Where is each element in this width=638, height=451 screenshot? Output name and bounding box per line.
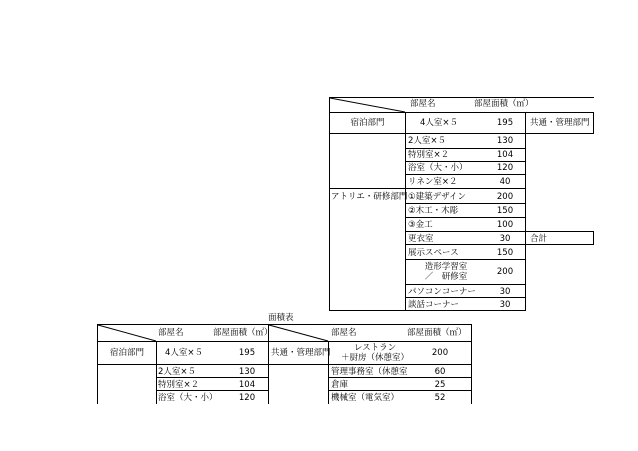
upper-atelier-row-value: 200	[496, 267, 514, 277]
upper-atelier-row-name: ③金工	[408, 220, 433, 230]
upper-lodging-row-name: 2人室×５	[408, 136, 447, 146]
upper-lodging-row-name: リネン室×２	[408, 177, 458, 187]
upper-atelier-row-name: ①建築デザイン	[408, 192, 467, 202]
lower-common-row-value: 200	[431, 348, 449, 358]
lower-common-row-value: 52	[434, 393, 446, 403]
lower-lodging-row-value: 120	[238, 393, 256, 403]
lower-common-row-name: レストラン ＋厨房（休憩室）	[340, 343, 409, 363]
lower-common-row-name: 管理事務室（休憩室	[331, 367, 408, 377]
upper-header-room-name: 部屋名	[410, 99, 436, 109]
upper-lodging-label: 宿泊部門	[350, 118, 385, 128]
upper-lodging-row-name: 浴室（大・小）	[408, 163, 468, 173]
upper-lodging-row-name: 4人室×５	[420, 118, 459, 128]
lower-common-row-value: 25	[434, 380, 446, 390]
upper-atelier-row-name: パソコンコーナー	[408, 287, 476, 297]
upper-lodging-row-value: 195	[496, 118, 514, 128]
lower-common-header-room-name: 部屋名	[331, 328, 357, 338]
upper-common-label: 共通・管理部門	[530, 118, 590, 128]
upper-atelier-row-value: 30	[499, 234, 511, 244]
lower-header-room-name: 部屋名	[158, 328, 184, 338]
lower-common-header-area: 部屋面積（㎡）	[407, 328, 467, 338]
lower-header-area: 部屋面積（㎡）	[213, 328, 273, 338]
upper-atelier-row-value: 200	[496, 192, 514, 202]
upper-atelier-row-name: 造形学習室 ／ 研修室	[424, 262, 468, 282]
upper-lodging-row-value: 40	[499, 177, 511, 187]
upper-atelier-row-name: ②木工・木彫	[408, 206, 459, 216]
lower-common-label: 共通・管理部門	[271, 348, 331, 358]
upper-lodging-row-name: 特別室×２	[408, 150, 450, 160]
lower-lodging-row-name: 特別室×２	[158, 380, 200, 390]
upper-atelier-row-value: 100	[496, 220, 514, 230]
lower-lodging-row-value: 130	[238, 367, 256, 377]
lower-lodging-row-name: 4人室×５	[165, 348, 204, 358]
upper-atelier-row-value: 30	[499, 300, 511, 310]
lower-lodging-label: 宿泊部門	[109, 348, 144, 358]
upper-lodging-row-value: 104	[496, 150, 514, 160]
lower-lodging-row-value: 195	[238, 348, 256, 358]
upper-lodging-row-value: 130	[496, 136, 514, 146]
lower-lodging-row-value: 104	[238, 380, 256, 390]
lower-common-row-name: 倉庫	[331, 380, 349, 390]
upper-atelier-row-value: 150	[496, 248, 514, 258]
upper-atelier-row-name: 談話コーナー	[408, 300, 460, 310]
upper-atelier-row-name: 更衣室	[408, 234, 434, 244]
lower-lodging-row-name: 浴室（大・小）	[158, 393, 218, 403]
table-caption: 面積表	[268, 313, 294, 323]
upper-lodging-row-value: 120	[496, 163, 514, 173]
lower-common-row-name: 機械室（電気室）	[331, 393, 400, 403]
upper-atelier-row-value: 150	[496, 206, 514, 216]
upper-atelier-row-value: 30	[499, 287, 511, 297]
lower-common-row-value: 60	[434, 367, 446, 377]
upper-atelier-label: アトリエ・研修部門	[331, 192, 408, 202]
upper-atelier-row-name: 展示スペース	[408, 248, 459, 258]
upper-total-label: 合計	[530, 234, 548, 244]
upper-header-area: 部屋面積（㎡）	[474, 99, 534, 109]
lower-lodging-row-name: 2人室×５	[158, 367, 197, 377]
